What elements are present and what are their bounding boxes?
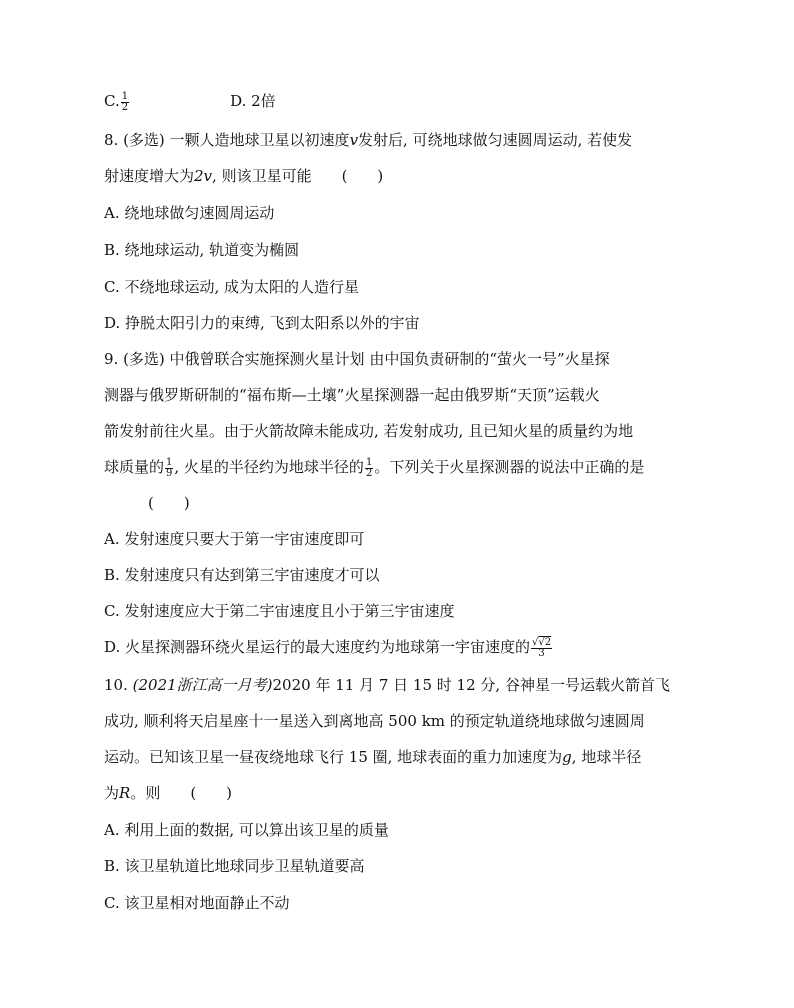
var-g: g (562, 748, 572, 766)
var-2v: 2v (194, 167, 213, 185)
q10-option-a: A. 利用上面的数据, 可以算出该卫星的质量 (104, 821, 389, 839)
q10-stem-line-3: 运动。已知该卫星一昼夜绕地球飞行 15 圈, 地球表面的重力加速度为g, 地球半径 (104, 748, 642, 766)
q8-option-d: D. 挣脱太阳引力的束缚, 飞到太阳系以外的宇宙 (104, 314, 420, 332)
q10-stem-line-4: 为R。则 ( ) (104, 784, 233, 802)
fraction-one-ninth: $\frac{1}{9}$ (166, 456, 173, 479)
q10-stem-line-2: 成功, 顺利将天启星座十一星送入到离地高 500 km 的预定轨道绕地球做匀速圆周 (104, 712, 645, 730)
q9-option-b: B. 发射速度只有达到第三宇宙速度才可以 (104, 566, 380, 584)
q9-answer-blank: ( ) (148, 494, 190, 512)
q9-option-c: C. 发射速度应大于第二宇宙速度且小于第三宇宙速度 (104, 602, 455, 620)
q9-stem-line-1: 9. (多选) 中俄曾联合实施探测火星计划 由中国负责研制的“萤火一号”火星探 (104, 350, 610, 368)
q7-option-d: D. 2倍 (230, 92, 276, 110)
q9-stem-line-2: 测器与俄罗斯研制的“福布斯—土壤”火星探测器一起由俄罗斯“天顶”运载火 (104, 386, 600, 404)
q8-option-b: B. 绕地球运动, 轨道变为椭圆 (104, 241, 300, 259)
q9-option-a: A. 发射速度只要大于第一宇宙速度即可 (104, 530, 365, 548)
var-v: v (349, 131, 359, 149)
q10-option-b: B. 该卫星轨道比地球同步卫星轨道要高 (104, 857, 365, 875)
fraction-one-half: $\frac{1}{2}$ (365, 456, 373, 479)
q10-source: (2021浙江高一月考) (132, 676, 273, 694)
q7-option-c-label: C. (104, 92, 120, 110)
q8-stem-line-1: 8. (多选) 一颗人造地球卫星以初速度v发射后, 可绕地球做匀速圆周运动, 若使发 (104, 131, 633, 149)
q10-option-c: C. 该卫星相对地面静止不动 (104, 894, 290, 912)
q7-option-c-fraction: $\frac{1}{2}$ (121, 90, 129, 113)
q10-stem-line-1: 10. (2021浙江高一月考)2020 年 11 月 7 日 15 时 12 分, 谷神星一号运载火箭首飞 (104, 676, 670, 694)
q8-stem-line-2: 射速度增大为2v, 则该卫星可能 ( ) (104, 167, 384, 185)
fraction-sqrt2-over-3: $\frac{√√ 2}{3}$ (531, 638, 552, 659)
q9-stem-line-3: 箭发射前往火星。由于火箭故障未能成功, 若发射成功, 且已知火星的质量约为地 (104, 422, 634, 440)
q9-option-d: D. 火星探测器环绕火星运行的最大速度约为地球第一宇宙速度的 $\frac{√√ 2}{3}$ (104, 636, 553, 659)
q8-option-a: A. 绕地球做匀速圆周运动 (104, 204, 275, 222)
var-R: R (119, 784, 131, 802)
q9-stem-line-4: 球质量的 $\frac{1}{9}$ , 火星的半径约为地球半径的 $\frac{1}{2}$ 。下列关于火星探测器的说法中正确的是 (104, 456, 645, 479)
q8-option-c: C. 不绕地球运动, 成为太阳的人造行星 (104, 278, 360, 296)
q7-options-row (104, 90, 276, 113)
